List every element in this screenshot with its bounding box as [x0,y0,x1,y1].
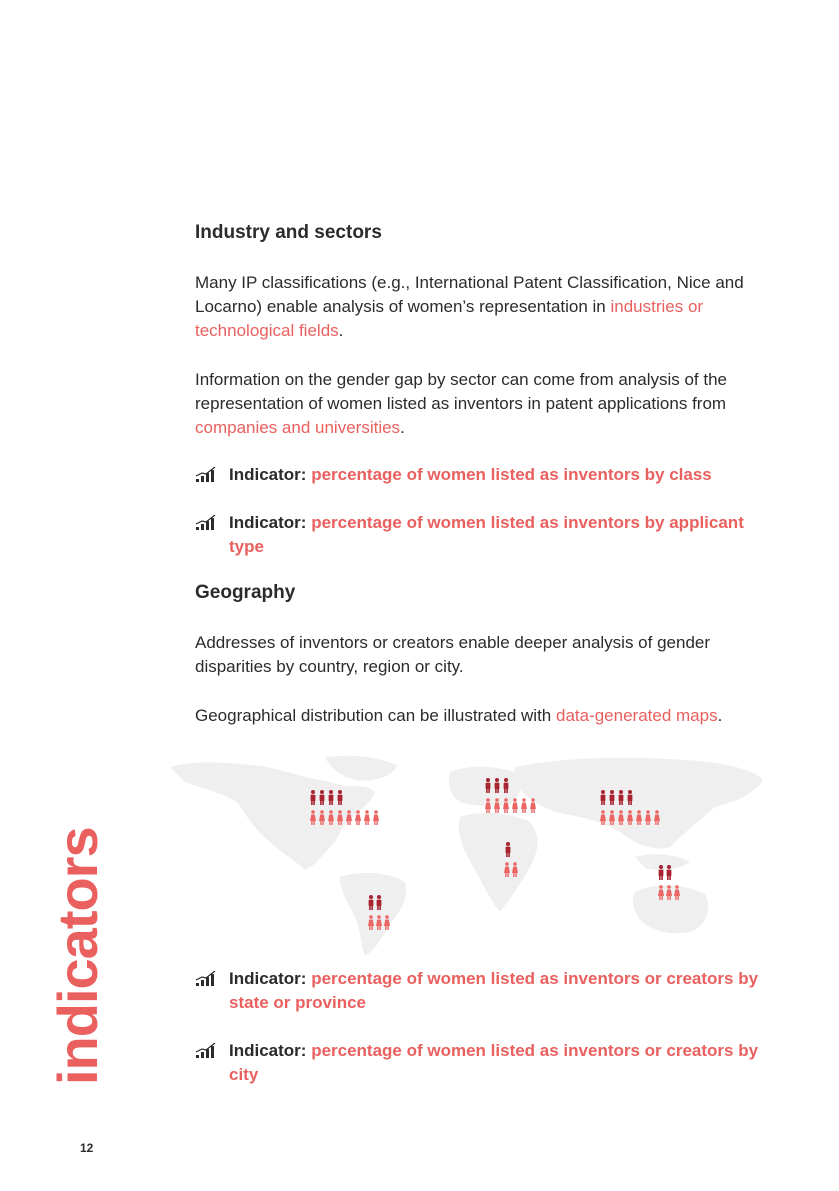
indicator-text: percentage of women listed as inventors or creators by state or province [229,969,759,1012]
link-companies[interactable]: companies and universities [195,418,401,437]
indicator-label: Indicator: [229,513,307,532]
paragraph-geo-distribution: Geographical distribution can be illustrated with data-generated maps. [195,706,723,725]
indicator-label: Indicator: [229,1041,307,1060]
signal-bars-icon [195,514,219,531]
world-map-image [165,752,765,957]
heading-industry: Industry and sectors [195,222,382,243]
link-data-maps[interactable]: data-generated maps [555,706,718,725]
signal-bars-icon [195,466,219,483]
paragraph-addresses [195,631,775,679]
signal-bars-icon [195,1042,219,1059]
side-label-indicators: indicators [46,827,109,1085]
para-text: Information on the gender gap by sector can come from analysis of the representation of women listed as inventors in patent applications from [195,370,728,413]
para-text: Geographical distribution can be illustrated with [195,706,556,725]
para-text: Addresses of inventors or creators enable deeper analysis of gender disparities by country, region or city. [195,633,711,676]
indicator-label: Indicator: [229,969,307,988]
indicator-text: percentage of women listed as inventors by class [311,465,712,484]
continents [170,756,763,956]
link-industries[interactable]: industries or technological fields [195,297,704,340]
paragraph-ip-classifications: Many IP classifications (e.g., International Patent Classification, Nice and Locarno) enable analysis of women’s representation in industries or technological fields. [195,273,744,340]
people-oceania [658,865,680,900]
heading-geography: Geography [195,582,296,603]
paragraph-gender-gap: Information on the gender gap by sector can come from analysis of the representation of women listed as inventors in patent applications from companies and universities. [195,370,728,437]
para-text: Many IP classifications (e.g., International Patent Classification, Nice and Locarno) enable analysis of women’s representation in [195,273,744,316]
page-number: 12 [80,1141,94,1155]
indicator-text: percentage of women listed as inventors or creators by city [229,1041,759,1084]
section-geography [195,582,775,604]
signal-bars-icon [195,970,219,987]
indicator-label: Indicator: [229,465,307,484]
section-industry [195,222,775,244]
indicator-text: percentage of women listed as inventors by applicant type [229,513,744,556]
